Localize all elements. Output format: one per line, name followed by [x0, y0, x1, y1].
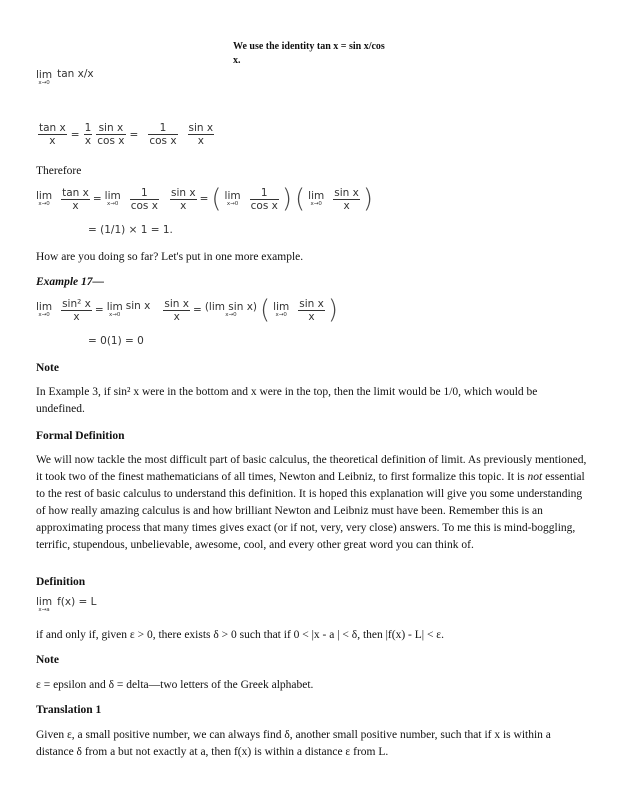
- lim-subscript: x→0: [38, 311, 50, 318]
- equation-3-line2: = (1/1) × 1 = 1.: [88, 224, 173, 236]
- equation-1: [36, 70, 94, 87]
- fraction-numerator: 1: [130, 187, 159, 200]
- fraction-numerator: tan x: [39, 122, 66, 134]
- lim-subscript: x→0: [38, 200, 50, 207]
- fraction-denominator: x: [197, 135, 204, 147]
- definition-heading: Definition: [36, 576, 86, 588]
- equation-2: [38, 122, 214, 147]
- definition-equation: [36, 597, 97, 614]
- formal-text-not: not: [527, 471, 543, 483]
- fraction-numerator: sin x: [96, 122, 125, 135]
- fraction-denominator: cos x: [130, 199, 158, 212]
- lim-label: lim: [224, 189, 241, 202]
- equation-3: [36, 186, 373, 212]
- example-17-heading: Example 17—: [36, 276, 105, 288]
- lim-label: lim: [36, 300, 53, 313]
- equals-sign: =: [70, 128, 80, 141]
- fraction-denominator: cos x: [97, 135, 125, 147]
- lim-part: (lim sin x): [204, 300, 257, 313]
- header-note: [233, 40, 403, 68]
- lim-subscript: x→a: [38, 607, 50, 613]
- definition-expression: f(x) = L: [57, 595, 97, 608]
- eq4-middle: sin x: [125, 300, 151, 312]
- note-1-text: In Example 3, if sin² x were in the bottom and x were in the top, then the limit would be 1/0, which would be undefined.: [36, 386, 538, 415]
- fraction-numerator: 1: [148, 122, 177, 135]
- formal-text-part-a: We will now tackle the most difficult part of basic calculus, the theoretical definition of limit. As previously mentioned, it took two of the finest mathematicians of all times, Newton and Leibniz, to first formalize this topic. It is: [36, 454, 587, 483]
- lim-label: lim: [36, 189, 53, 202]
- header-note-line2: x.: [233, 55, 241, 66]
- lim-subscript: x→0: [275, 311, 287, 318]
- equals-sign: =: [94, 304, 104, 316]
- fraction-denominator: x: [73, 310, 80, 323]
- fraction-numerator: sin x: [299, 297, 324, 310]
- fraction-numerator: 1: [84, 122, 92, 134]
- fraction-denominator: x: [49, 135, 56, 147]
- fraction-denominator: cos x: [149, 135, 177, 147]
- therefore-text: Therefore: [36, 165, 82, 177]
- fraction-numerator: sin x: [170, 186, 196, 199]
- lim-subscript: x→0: [226, 200, 239, 207]
- translation-1-text: Given ε, a small positive number, we can always find δ, another small positive number, such that if x is within a distance δ from a but not exactly at a, then f(x) is within a distance ε from L.: [36, 729, 551, 758]
- fraction-numerator: sin x: [334, 186, 359, 199]
- lim-label: lim: [308, 189, 325, 202]
- equals-sign: =: [199, 193, 209, 205]
- translation-1-heading: Translation 1: [36, 704, 102, 716]
- fraction-numerator: sin² x: [62, 297, 91, 310]
- fraction-denominator: x: [84, 135, 92, 147]
- fraction-numerator: tan x: [62, 186, 89, 199]
- definition-text: if and only if, given ε > 0, there exists δ > 0 such that if 0 < |x - a | < δ, then |f(x) - L| < ε.: [36, 629, 445, 641]
- close-paren: ): [327, 295, 338, 325]
- header-note-line1: We use the identity tan x = sin x/cos: [233, 41, 385, 52]
- fraction-denominator: x: [343, 199, 350, 212]
- fraction-numerator: sin x: [188, 122, 214, 134]
- fraction-denominator: x: [72, 199, 79, 212]
- close-paren: ): [281, 184, 293, 214]
- lim-label: lim: [273, 300, 290, 313]
- equation-4: [36, 297, 338, 323]
- lim-subscript: x→0: [225, 311, 237, 318]
- fraction-numerator: sin x: [164, 297, 189, 310]
- lim-label: lim: [36, 69, 53, 81]
- fraction-numerator: 1: [250, 187, 279, 200]
- formal-text-part-b: essential to the rest of basic calculus to understand this definition. It is hoped this explanation will give you some understanding of how really amazing calculus is and how brilliant Newton and Leibniz must have been. Remember this is an approximating process that many times gives exact (or if not, very, very close) answers. To me this is mind-boggling, terrific, stupendous, unbelievable, awesome, cool, and every other great word you can think of.: [36, 471, 585, 551]
- equals-sign: =: [129, 128, 139, 141]
- fraction-denominator: x: [173, 310, 180, 323]
- lim-label: lim: [106, 300, 123, 313]
- note-2-heading: Note: [36, 654, 59, 666]
- fraction-denominator: x: [308, 310, 315, 323]
- lim-label: lim: [104, 189, 121, 202]
- open-paren: (: [211, 184, 222, 214]
- fraction-denominator: x: [180, 199, 187, 212]
- how-are-you-text: How are you doing so far? Let's put in one more example.: [36, 251, 304, 263]
- formal-definition-heading: Formal Definition: [36, 430, 125, 442]
- eq1-expression: tan x/x: [57, 68, 94, 80]
- close-paren: ): [362, 184, 374, 214]
- lim-subscript: x→0: [107, 200, 119, 207]
- lim-subscript: x→0: [38, 80, 50, 86]
- note-2-text: ε = epsilon and δ = delta—two letters of the Greek alphabet.: [36, 679, 314, 691]
- formal-definition-text: [36, 452, 588, 554]
- lim-label: lim: [36, 596, 53, 608]
- equals-sign: =: [92, 193, 102, 205]
- open-paren: (: [260, 295, 271, 325]
- fraction-denominator: cos x: [250, 199, 278, 212]
- note-1-heading: Note: [36, 362, 59, 374]
- open-paren: (: [295, 184, 306, 214]
- equation-4-line2: = 0(1) = 0: [88, 335, 144, 347]
- lim-subscript: x→0: [310, 200, 322, 207]
- equals-sign: =: [193, 304, 202, 316]
- lim-subscript: x→0: [109, 311, 121, 318]
